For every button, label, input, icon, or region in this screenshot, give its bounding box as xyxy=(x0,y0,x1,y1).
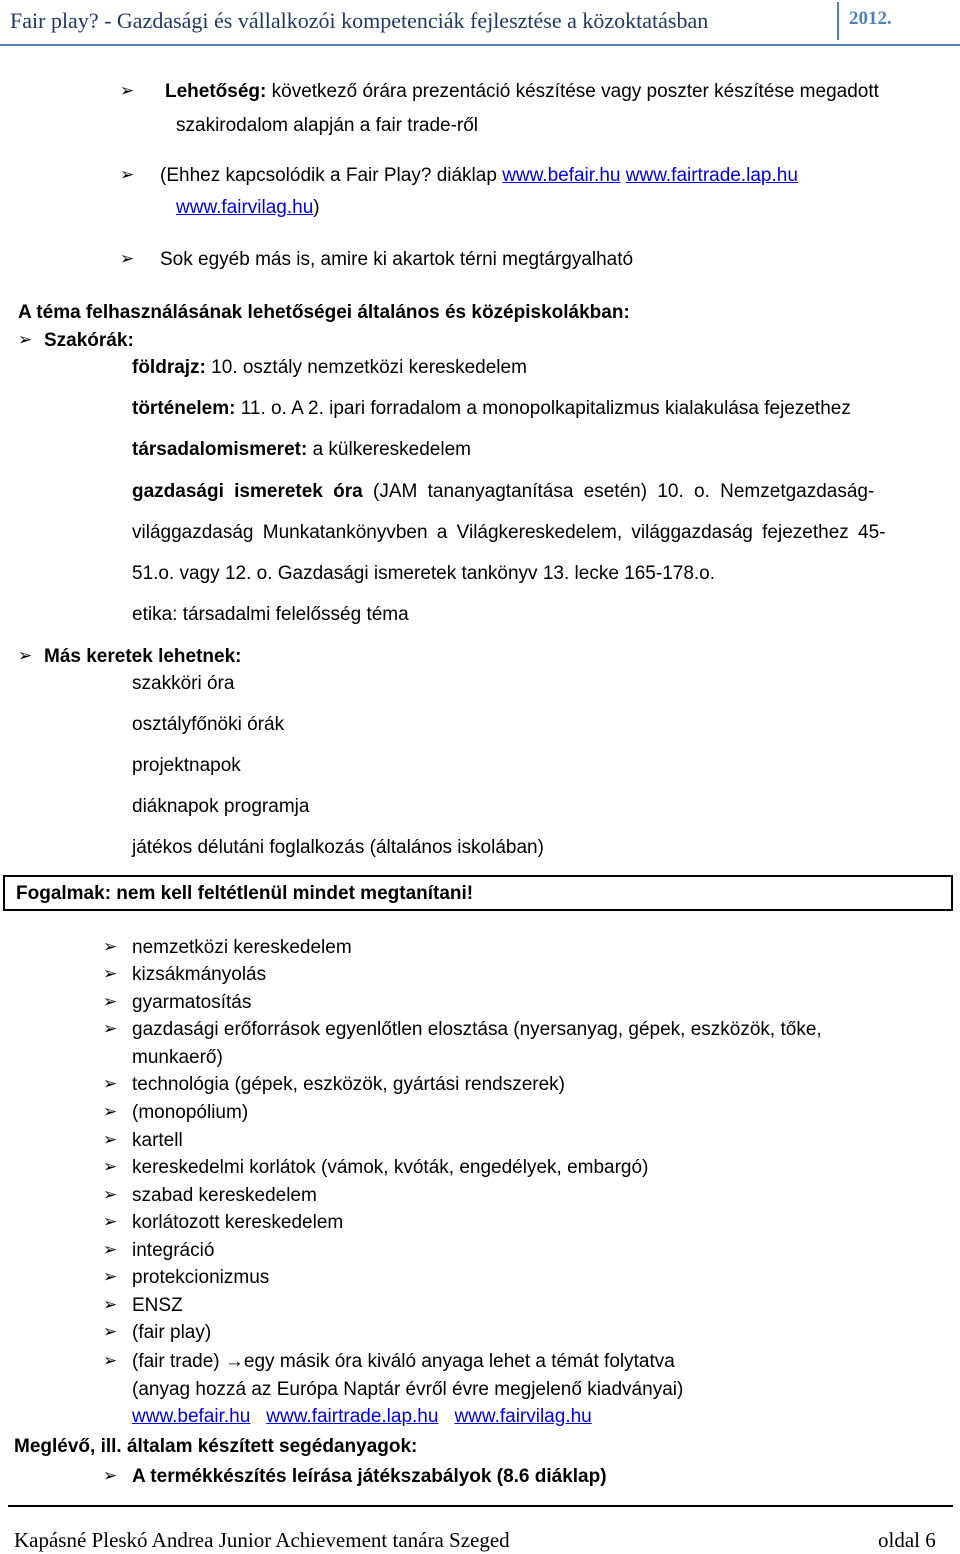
fogalom-item: (fair play) xyxy=(132,1322,212,1343)
fogalom-item: (monopólium) xyxy=(132,1102,249,1123)
arrowhead-bullet-icon: ➢ xyxy=(103,964,118,984)
fogalmak-box-text: Fogalmak: nem kell feltétlenül mindet megtanítani! xyxy=(16,883,474,904)
arrowhead-bullet-icon: ➢ xyxy=(18,330,33,350)
arrowhead-bullet-icon: ➢ xyxy=(103,1240,118,1260)
arrowhead-bullet-icon: ➢ xyxy=(103,992,118,1012)
fogalom-item: kereskedelmi korlátok (vámok, kvóták, engedélyek, embargó) xyxy=(132,1157,649,1178)
arrowhead-bullet-icon: ➢ xyxy=(103,937,118,957)
mas-keretek-label: Más keretek lehetnek: xyxy=(44,646,242,667)
szakora-gazdasagi-line2: világgazdaság Munkatankönyvben a Világkereskedelem, világgazdaság fejezethez 45- xyxy=(132,522,886,543)
link-fairvilag[interactable]: www.fairvilag.hu xyxy=(454,1406,592,1427)
szakora-gazdasagi-line3: 51.o. vagy 12. o. Gazdasági ismeretek tankönyv 13. lecke 165-178.o. xyxy=(132,563,716,584)
fogalom-item: gazdasági erőforrások egyenlőtlen elosztása (nyersanyag, gépek, eszközök, tőke, xyxy=(132,1019,822,1040)
link-fairvilag[interactable]: www.fairvilag.hu xyxy=(176,197,314,218)
header-title: Fair play? - Gazdasági és vállalkozói kompetenciák fejlesztése a közoktatásban xyxy=(10,8,709,33)
segedanyag-item: A termékkészítés leírása játékszabályok (8.6 diáklap) xyxy=(132,1466,607,1487)
fogalom-item: nemzetközi kereskedelem xyxy=(132,937,352,958)
footer-page-number: oldal 6 xyxy=(878,1528,936,1552)
arrowhead-bullet-icon: ➢ xyxy=(103,1102,118,1122)
arrowhead-bullet-icon: ➢ xyxy=(103,1157,118,1177)
arrowhead-bullet-icon: ➢ xyxy=(103,1351,118,1371)
page-header xyxy=(0,0,960,44)
fogalom-item: ENSZ xyxy=(132,1295,183,1316)
arrowhead-bullet-icon: ➢ xyxy=(103,1295,118,1315)
szakora-tortenelem: történelem: 11. o. A 2. ipari forradalom a monopolkapitalizmus kialakulása fejezethez xyxy=(132,398,851,419)
arrowhead-bullet-icon: ➢ xyxy=(120,81,135,101)
mas-keretek-item: szakköri óra xyxy=(132,673,235,694)
arrowhead-bullet-icon: ➢ xyxy=(103,1185,118,1205)
arrowhead-bullet-icon: ➢ xyxy=(103,1074,118,1094)
header-year: 2012. xyxy=(849,8,892,29)
szakora-foldrajz: földrajz: 10. osztály nemzetközi kereskedelem xyxy=(132,357,527,378)
intro-item-2: (Ehhez kapcsolódik a Fair Play? diáklap www.befair.hu www.fairtrade.lap.hu xyxy=(160,165,798,186)
mas-keretek-item: osztályfőnöki órák xyxy=(132,714,285,735)
segedanyagok-label: Meglévő, ill. általam készített segédanyagok: xyxy=(14,1436,418,1457)
arrowhead-bullet-icon: ➢ xyxy=(120,165,135,185)
arrowhead-bullet-icon: ➢ xyxy=(18,646,33,666)
arrowhead-bullet-icon: ➢ xyxy=(103,1322,118,1342)
right-arrow-icon: → xyxy=(224,1351,244,1372)
fogalom-item: integráció xyxy=(132,1240,215,1261)
arrowhead-bullet-icon: ➢ xyxy=(103,1466,118,1486)
header-rule xyxy=(0,44,960,46)
fogalmak-box xyxy=(3,875,953,911)
fogalom-item: kartell xyxy=(132,1130,183,1151)
arrowhead-bullet-icon: ➢ xyxy=(103,1130,118,1150)
mas-keretek-item: diáknapok programja xyxy=(132,796,310,817)
link-fairtrade[interactable]: www.fairtrade.lap.hu xyxy=(625,165,798,186)
intro-item-3: Sok egyéb más is, amire ki akartok térni megtárgyalható xyxy=(160,249,634,270)
link-fairtrade[interactable]: www.fairtrade.lap.hu xyxy=(266,1406,439,1427)
footer-author: Kapásné Pleskó Andrea Junior Achievement tanára Szeged xyxy=(14,1528,510,1552)
intro-item-1-line2: szakirodalom alapján a fair trade-ről xyxy=(176,115,479,136)
fogalom-item: szabad kereskedelem xyxy=(132,1185,317,1206)
intro-item-1: Lehetőség: következő órára prezentáció készítése vagy poszter készítése megadott xyxy=(165,81,879,102)
fogalom-item-continued: munkaerő) xyxy=(132,1047,223,1068)
arrowhead-bullet-icon: ➢ xyxy=(103,1019,118,1039)
arrowhead-bullet-icon: ➢ xyxy=(103,1212,118,1232)
arrowhead-bullet-icon: ➢ xyxy=(103,1267,118,1287)
fogalom-item: kizsákmányolás xyxy=(132,964,267,985)
mas-keretek-item: játékos délutáni foglalkozás (általános iskolában) xyxy=(132,837,544,858)
fogalom-item: korlátozott kereskedelem xyxy=(132,1212,344,1233)
szakora-etika: etika: társadalmi felelősség téma xyxy=(132,604,409,625)
fogalom-fair-trade: (fair trade) →egy másik óra kiváló anyaga lehet a témát folytatva xyxy=(132,1351,675,1372)
fair-trade-links xyxy=(132,1406,592,1428)
intro-item-2-line2: www.fairvilag.hu) xyxy=(176,197,320,218)
szakora-tarsadalomismeret: társadalomismeret: a külkereskedelem xyxy=(132,439,471,460)
fair-trade-line2: (anyag hozzá az Európa Naptár évről évre megjelenő kiadványai) xyxy=(132,1379,684,1400)
link-befair[interactable]: www.befair.hu xyxy=(502,165,621,186)
arrowhead-bullet-icon: ➢ xyxy=(120,249,135,269)
szakora-gazdasagi: gazdasági ismeretek óra (JAM tananyagtanítása esetén) 10. o. Nemzetgazdaság- xyxy=(132,481,875,502)
fogalom-item: protekcionizmus xyxy=(132,1267,270,1288)
fogalom-item: technológia (gépek, eszközök, gyártási rendszerek) xyxy=(132,1074,566,1095)
footer-rule xyxy=(8,1505,953,1507)
section-title: A téma felhasználásának lehetőségei általános és középiskolákban: xyxy=(18,302,630,323)
fogalom-item: gyarmatosítás xyxy=(132,992,252,1013)
header-separator xyxy=(837,2,839,40)
mas-keretek-item: projektnapok xyxy=(132,755,241,776)
link-befair[interactable]: www.befair.hu xyxy=(132,1406,251,1427)
szakorak-label: Szakórák: xyxy=(44,330,134,351)
